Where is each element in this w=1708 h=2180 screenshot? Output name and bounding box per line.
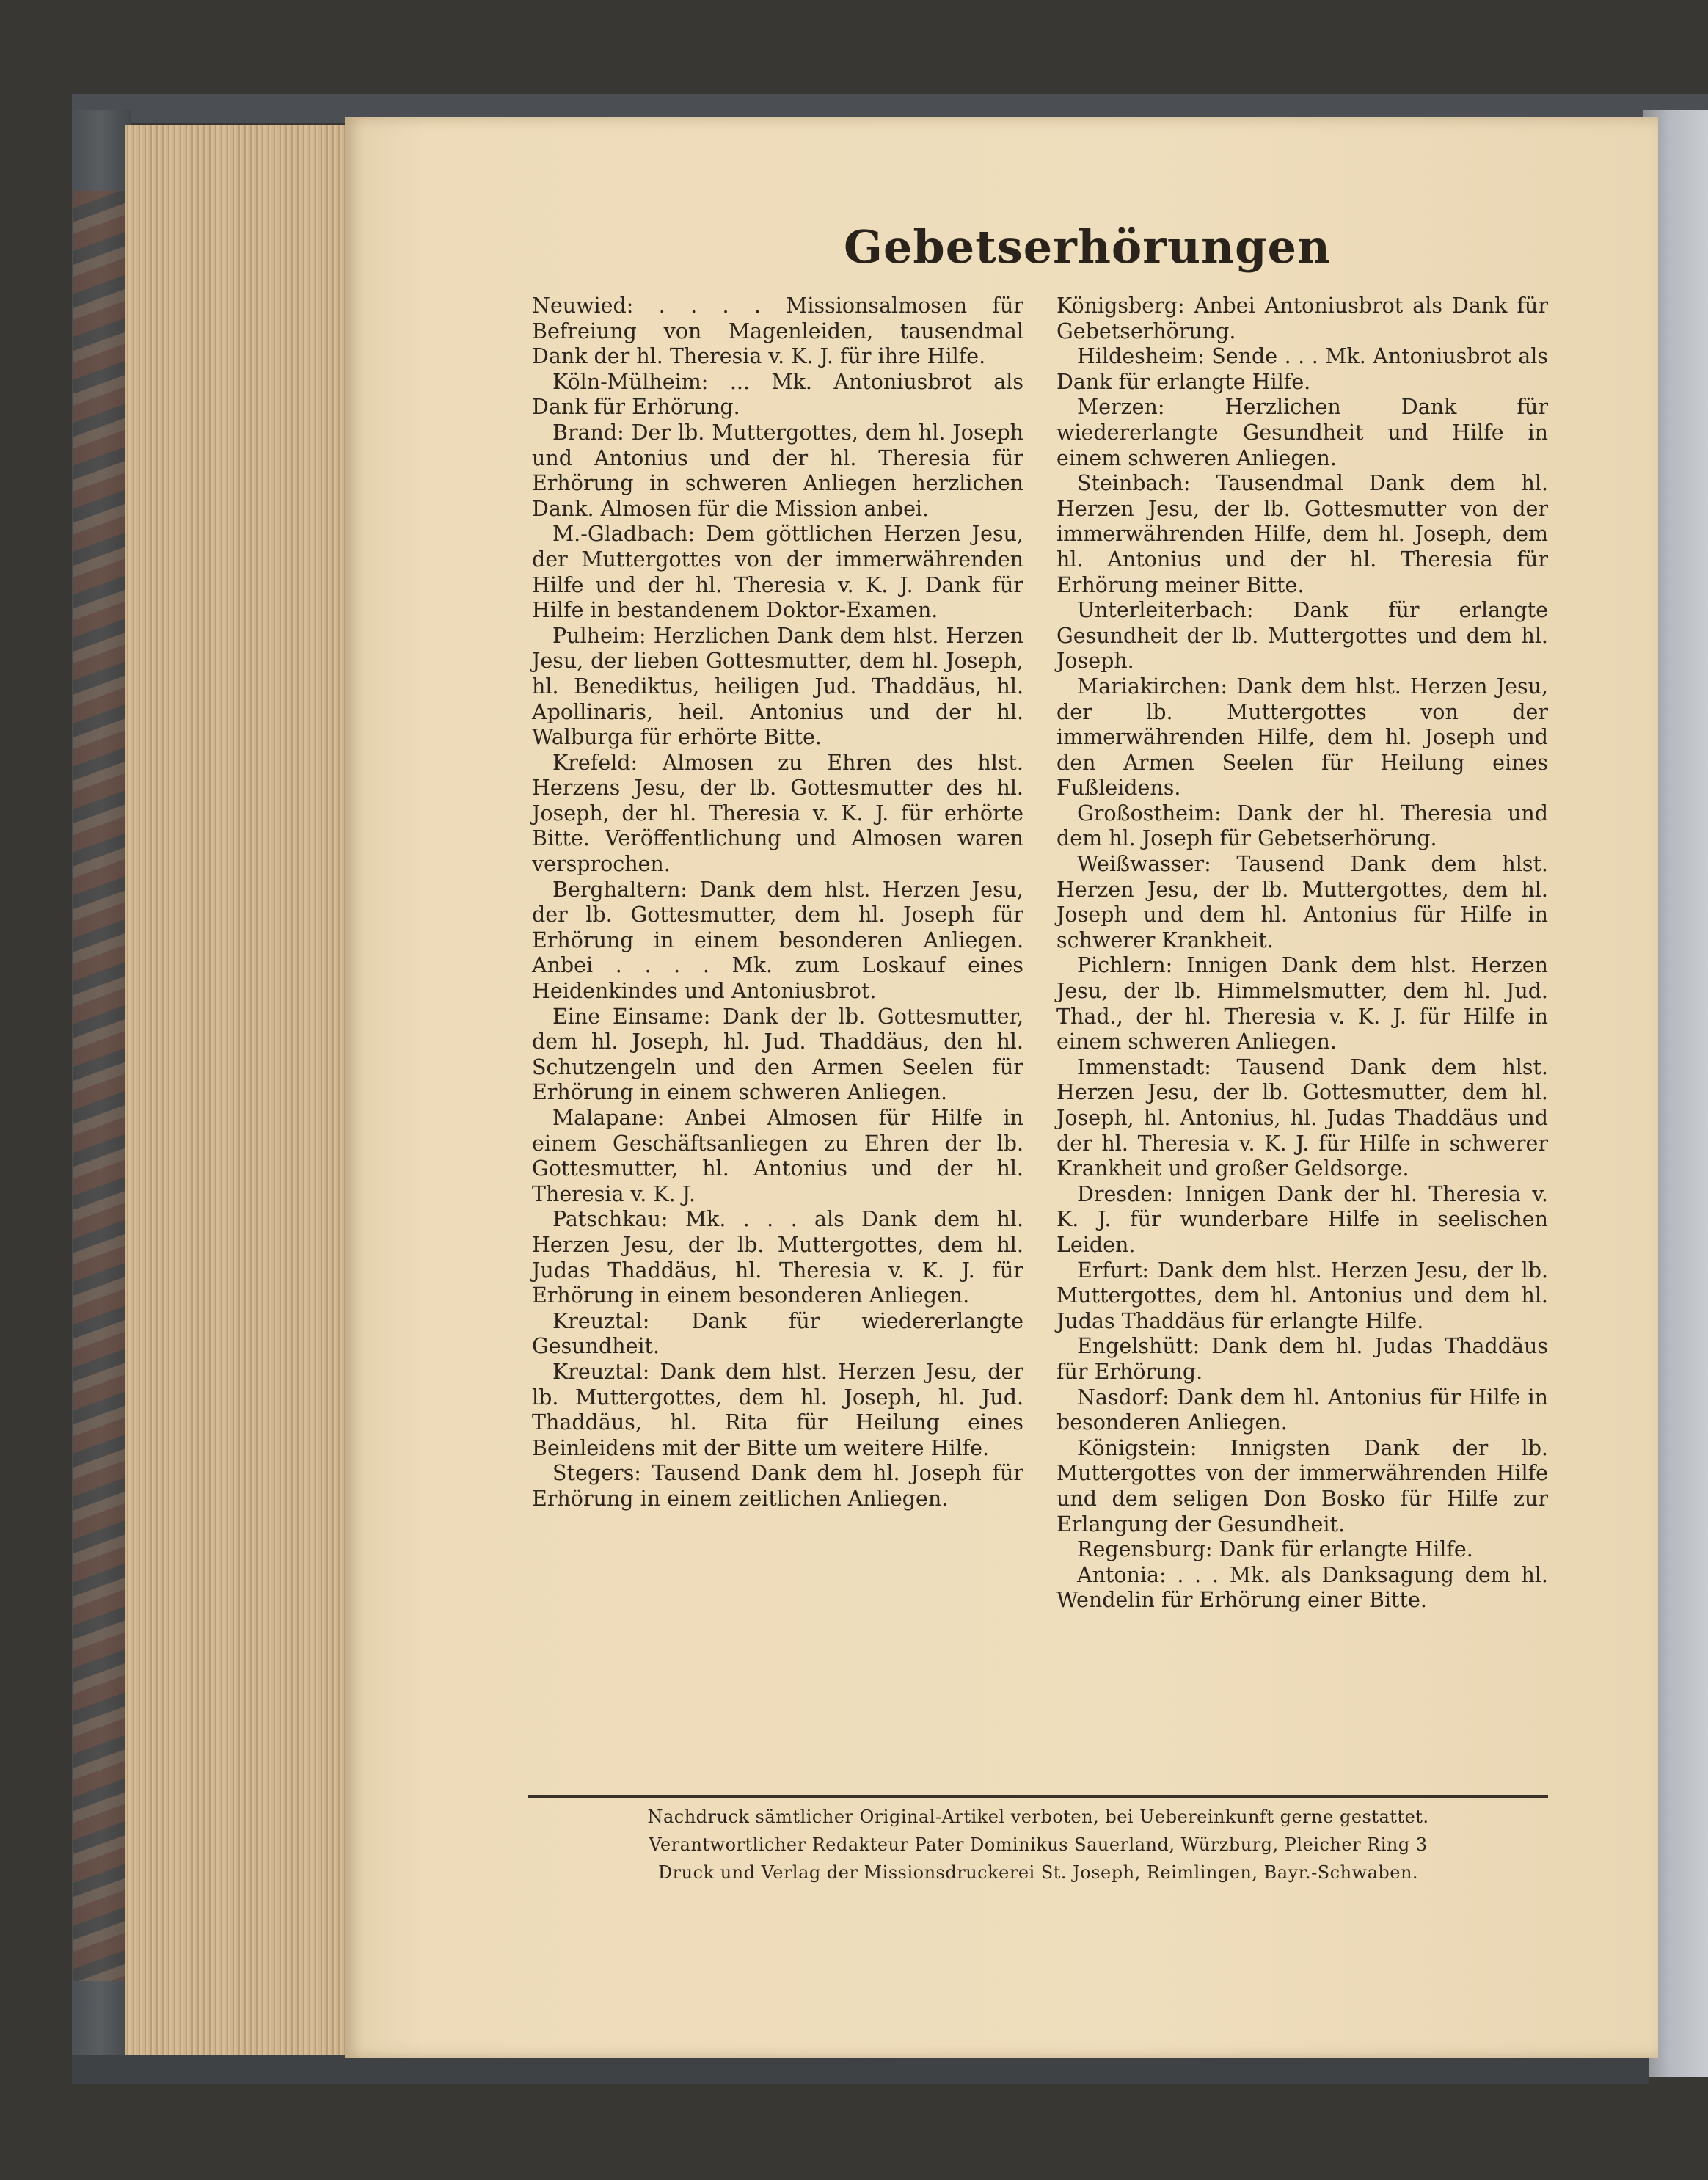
right-column [1056, 294, 1548, 1614]
entry: Unterleiterbach: Dank für erlangte Gesundheit der lb. Muttergottes und dem hl. Joseph. [1056, 598, 1548, 674]
marbled-edge [73, 191, 125, 1981]
page-stack [125, 125, 346, 2059]
entry: Kreuztal: Dank dem hlst. Herzen Jesu, der lb. Muttergottes, dem hl. Joseph, hl. Jud. Thaddäus, hl. Rita für Heilung eines Beinleidens mit der Bitte um weitere Hilfe. [532, 1359, 1023, 1460]
book-cover-bottom [72, 2055, 1649, 2084]
entry: Pulheim: Herzlichen Dank dem hlst. Herzen Jesu, der lieben Gottesmutter, dem hl. Joseph, hl. Benediktus, heiligen Jud. Thaddäus, hl. Apollinaris, heil. Antonius und der hl. Walburga für erhörte Bitte. [532, 623, 1023, 750]
entry: Berghaltern: Dank dem hlst. Herzen Jesu, der lb. Gottesmutter, dem hl. Joseph für Erhörung in einem besonderen Anliegen. Anbei . . . . Mk. zum Loskauf eines Heidenkindes und Antoniusbrot. [532, 877, 1023, 1004]
left-column [532, 294, 1023, 1512]
entry: Brand: Der lb. Muttergottes, dem hl. Joseph und Antonius und der hl. Theresia für Erhörung in schweren Anliegen herzlichen Dank. Almosen für die Mission anbei. [532, 420, 1023, 521]
entry: Malapane: Anbei Almosen für Hilfe in einem Geschäftsanliegen zu Ehren der lb. Gottesmutter, hl. Antonius und der hl. Theresia v. K. J. [532, 1106, 1023, 1206]
entry: Kreuztal: Dank für wiedererlangte Gesundheit. [532, 1308, 1023, 1359]
footer-publisher: Druck und Verlag der Missionsdruckerei St. Joseph, Reimlingen, Bayr.-Schwaben. [657, 1862, 1419, 1883]
entry: Patschkau: Mk. . . . als Dank dem hl. Herzen Jesu, der lb. Muttergottes, dem hl. Judas Thaddäus, hl. Theresia v. K. J. für Erhörung in einem besonderen Anliegen. [532, 1207, 1023, 1308]
entry: Steinbach: Tausendmal Dank dem hl. Herzen Jesu, der lb. Gottesmutter von der immerwährenden Hilfe, dem hl. Joseph, dem hl. Antonius und der hl. Theresia für Erhörung meiner Bitte. [1056, 471, 1548, 597]
entry: Pichlern: Innigen Dank dem hlst. Herzen Jesu, der lb. Himmelsmutter, dem hl. Jud. Thad., der hl. Theresia v. K. J. für Hilfe in einem schweren Anliegen. [1056, 953, 1548, 1054]
page-title: Gebetserhörungen [844, 220, 1331, 274]
entry: Großostheim: Dank der hl. Theresia und dem hl. Joseph für Gebetserhörung. [1056, 801, 1548, 851]
entry: Königsberg: Anbei Antoniusbrot als Dank für Gebetserhörung. [1056, 294, 1548, 343]
entry: Neuwied: . . . . Missionsalmosen für Befreiung von Magenleiden, tausendmal Dank der hl. Theresia v. K. J. für ihre Hilfe. [532, 294, 1023, 369]
entry: Antonia: . . . Mk. als Danksagung dem hl. Wendelin für Erhörung einer Bitte. [1056, 1562, 1548, 1613]
entry: Hildesheim: Sende . . . Mk. Antoniusbrot als Dank für erlangte Hilfe. [1056, 344, 1548, 394]
entry: Weißwasser: Tausend Dank dem hlst. Herzen Jesu, der lb. Muttergottes, dem hl. Joseph und dem hl. Antonius für Hilfe in schwerer Krankheit. [1056, 852, 1548, 952]
footer-editor: Verantwortlicher Redakteur Pater Dominikus Sauerland, Würzburg, Pleicher Ring 3 [649, 1834, 1428, 1855]
entry: Immenstadt: Tausend Dank dem hlst. Herzen Jesu, der lb. Gottesmutter, dem hl. Joseph, hl. Antonius, hl. Judas Thaddäus und der hl. Theresia v. K. J. für Hilfe in schwerer Krankheit und großer Geldsorge. [1056, 1054, 1548, 1181]
entry: Engelshütt: Dank dem hl. Judas Thaddäus für Erhörung. [1056, 1334, 1548, 1384]
entry: Köln-Mülheim: ... Mk. Antoniusbrot als Dank für Erhörung. [532, 369, 1023, 420]
entry: Eine Einsame: Dank der lb. Gottesmutter, dem hl. Joseph, hl. Jud. Thaddäus, den hl. Schutzengeln und den Armen Seelen für Erhörung in einem schweren Anliegen. [532, 1004, 1023, 1105]
entry: Merzen: Herzlichen Dank für wiedererlangte Gesundheit und Hilfe in einem schweren Anliegen. [1056, 395, 1548, 470]
entry: Stegers: Tausend Dank dem hl. Joseph für Erhörung in einem zeitlichen Anliegen. [532, 1461, 1023, 1511]
entry: Krefeld: Almosen zu Ehren des hlst. Herzens Jesu, der lb. Gottesmutter des hl. Joseph, der hl. Theresia v. K. J. für erhörte Bitte. Veröffentlichung und Almosen waren versprochen. [532, 750, 1023, 877]
entry: Dresden: Innigen Dank der hl. Theresia v. K. J. für wunderbare Hilfe in seelischen Leiden. [1056, 1181, 1548, 1257]
entry: Nasdorf: Dank dem hl. Antonius für Hilfe in besonderen Anliegen. [1056, 1385, 1548, 1435]
entry: Regensburg: Dank für erlangte Hilfe. [1077, 1537, 1473, 1562]
footer-copyright: Nachdruck sämtlicher Original-Artikel verboten, bei Uebereinkunft gerne gestattet. [647, 1807, 1429, 1827]
entry: Königstein: Innigsten Dank der lb. Muttergottes von der immerwährenden Hilfe und dem seligen Don Bosko für Hilfe zur Erlangung der Gesundheit. [1056, 1435, 1548, 1536]
entry: Erfurt: Dank dem hlst. Herzen Jesu, der lb. Muttergottes, dem hl. Antonius und dem hl. Judas Thaddäus für erlangte Hilfe. [1056, 1258, 1548, 1333]
footer-rule [528, 1795, 1548, 1798]
entry: Mariakirchen: Dank dem hlst. Herzen Jesu, der lb. Muttergottes von der immerwährenden Hilfe, dem hl. Joseph und den Armen Seelen für Heilung eines Fußleidens. [1056, 674, 1548, 801]
entry: M.-Gladbach: Dem göttlichen Herzen Jesu, der Muttergottes von der immerwährenden Hilfe und der hl. Theresia v. K. J. Dank für Hilfe in bestandenem Doktor-Examen. [532, 522, 1023, 623]
